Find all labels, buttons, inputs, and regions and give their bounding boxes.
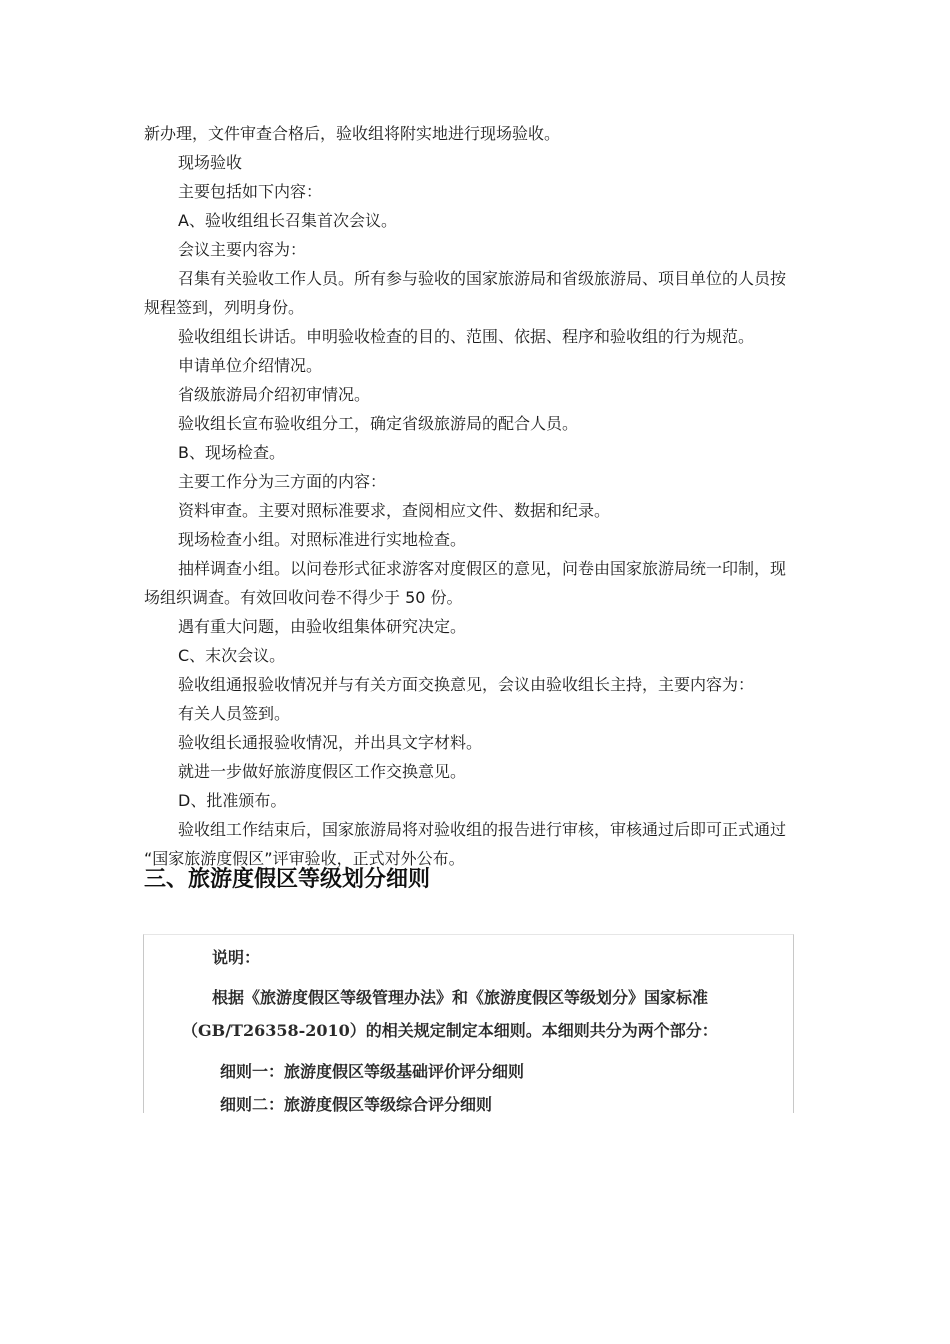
paragraph-line: 会议主要内容为：	[178, 240, 307, 259]
paragraph-line: “国家旅游度假区”评审验收，正式对外公布。	[144, 849, 465, 868]
paragraph-line: 申请单位介绍情况。	[178, 356, 323, 375]
paragraph-line: 验收组组长讲话。申明验收检查的目的、范围、依据、程序和验收组的行为规范。	[178, 327, 755, 346]
paragraph-line: 验收组长通报验收情况，并出具文字材料。	[178, 733, 483, 752]
paragraph-line: C、末次会议。	[178, 646, 286, 665]
scanned-image-paragraph: （GB/T26358-2010）的相关规定制定本细则。本细则共分为两个部分：	[182, 1021, 718, 1040]
paragraph-line: 有关人员签到。	[178, 704, 291, 723]
scanned-image-item: 细则二：旅游度假区等级综合评分细则	[220, 1095, 493, 1113]
paragraph-line: 主要包括如下内容：	[178, 182, 323, 201]
paragraph-line: B、现场检查。	[178, 443, 285, 462]
paragraph-line: 现场检查小组。对照标准进行实地检查。	[178, 530, 467, 549]
paragraph-line: D、批准颁布。	[178, 791, 287, 810]
paragraph-line: 召集有关验收工作人员。所有参与验收的国家旅游局和省级旅游局、项目单位的人员按	[178, 269, 787, 288]
paragraph-line: 场组织调查。有效回收问卷不得少于 50 份。	[144, 588, 463, 607]
body-text	[144, 119, 808, 873]
paragraph-line: 抽样调查小组。以问卷形式征求游客对度假区的意见，问卷由国家旅游局统一印制，现	[178, 559, 787, 578]
paragraph-line: 验收组工作结束后，国家旅游局将对验收组的报告进行审核，审核通过后即可正式通过	[178, 820, 787, 839]
scanned-image-item: 细则一：旅游度假区等级基础评价评分细则	[220, 1062, 525, 1081]
paragraph-line: 资料审查。主要对照标准要求，查阅相应文件、数据和纪录。	[178, 501, 611, 520]
paragraph-line: 遇有重大问题，由验收组集体研究决定。	[178, 617, 467, 636]
paragraph-line: 验收组长宣布验收组分工，确定省级旅游局的配合人员。	[178, 414, 579, 433]
scanned-image	[143, 934, 794, 1113]
paragraph-line: 规程签到，列明身份。	[144, 298, 305, 317]
paragraph-line: 现场验收	[178, 153, 243, 172]
paragraph-line: 省级旅游局介绍初审情况。	[178, 385, 371, 404]
paragraph-line: 验收组通报验收情况并与有关方面交换意见，会议由验收组长主持，主要内容为：	[178, 675, 755, 694]
scanned-image-title: 说明：	[212, 948, 261, 967]
paragraph-line: 新办理，文件审查合格后，验收组将附实地进行现场验收。	[144, 124, 561, 143]
paragraph-line: 就进一步做好旅游度假区工作交换意见。	[178, 762, 467, 781]
paragraph-line: A、验收组组长召集首次会议。	[178, 211, 397, 230]
scanned-image-paragraph: 根据《旅游度假区等级管理办法》和《旅游度假区等级划分》国家标准	[212, 988, 709, 1007]
section-heading: 三、旅游度假区等级划分细则	[144, 867, 431, 892]
paragraph-line: 主要工作分为三方面的内容：	[178, 472, 387, 491]
